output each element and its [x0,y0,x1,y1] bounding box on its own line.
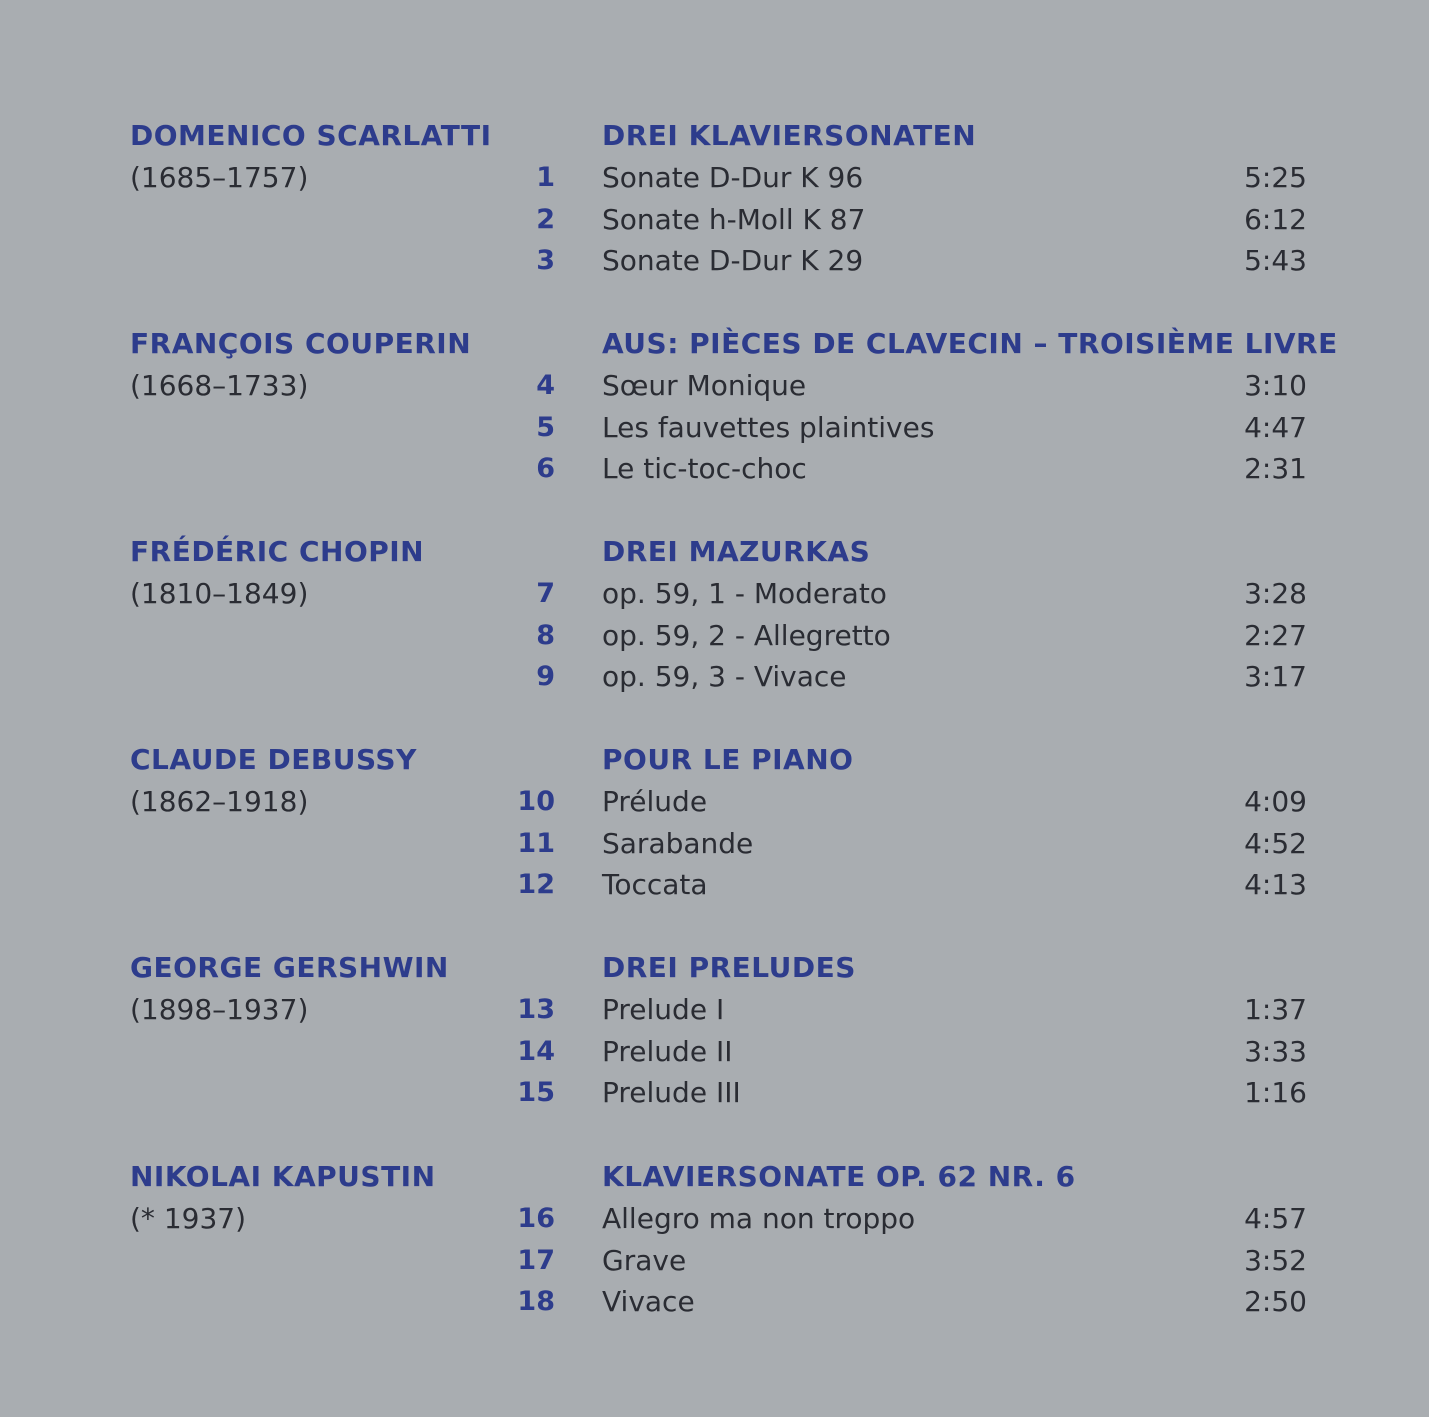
track-number: 14 [517,1036,555,1067]
track-title: Sarabande [602,827,754,860]
track-title: op. 59, 3 - Vivace [602,660,847,693]
track-title: Grave [602,1244,687,1277]
work-title: DREI KLAVIERSONATEN [602,119,977,152]
track-row [0,157,1429,199]
track-title: Les fauvettes plaintives [602,411,935,444]
track-duration: 2:27 [1244,619,1307,652]
composer-section [0,832,1429,1109]
track-number: 4 [536,370,555,401]
track-number: 6 [536,453,555,484]
track-row [0,1240,1429,1282]
track-title: op. 59, 2 - Allegretto [602,619,891,652]
track-number: 18 [517,1286,555,1317]
track-duration: 4:09 [1244,785,1307,818]
track-duration: 4:52 [1244,827,1307,860]
track-title: Sonate D-Dur K 96 [602,161,864,194]
track-number: 8 [536,620,555,651]
track-duration: 2:50 [1244,1285,1307,1318]
composer-name: GEORGE GERSHWIN [130,951,449,984]
track-title: Prelude I [602,993,725,1026]
track-duration: 6:12 [1244,203,1307,236]
track-duration: 1:16 [1244,1076,1307,1109]
composer-section [0,416,1429,693]
work-title: KLAVIERSONATE OP. 62 NR. 6 [602,1160,1076,1193]
track-duration: 3:10 [1244,369,1307,402]
work-title: POUR LE PIANO [602,743,854,776]
track-duration: 2:31 [1244,452,1307,485]
track-number: 16 [517,1203,555,1234]
composer-dates: (1685–1757) [130,161,309,194]
track-number: 13 [517,994,555,1025]
composer-name: NIKOLAI KAPUSTIN [130,1160,436,1193]
track-duration: 5:43 [1244,244,1307,277]
composer-name: DOMENICO SCARLATTI [130,119,492,152]
track-title: Toccata [602,868,708,901]
composer-dates: (* 1937) [130,1202,247,1235]
track-title: Sonate D-Dur K 29 [602,244,864,277]
track-row [0,1198,1429,1240]
composer-name: CLAUDE DEBUSSY [130,743,417,776]
track-title: op. 59, 1 - Moderato [602,577,887,610]
track-number: 3 [536,245,555,276]
track-number: 12 [517,869,555,900]
work-title: DREI MAZURKAS [602,535,871,568]
track-title: Sonate h-Moll K 87 [602,203,866,236]
track-row [0,989,1429,1031]
track-number: 7 [536,578,555,609]
track-duration: 5:25 [1244,161,1307,194]
composer-dates: (1898–1937) [130,993,309,1026]
track-duration: 4:57 [1244,1202,1307,1235]
track-duration: 4:13 [1244,868,1307,901]
track-number: 5 [536,412,555,443]
track-row [0,365,1429,407]
track-number: 2 [536,204,555,235]
track-title: Sœur Monique [602,369,807,402]
track-title: Prelude II [602,1035,733,1068]
track-title: Prelude III [602,1076,741,1109]
track-number: 11 [517,828,555,859]
track-number: 17 [517,1245,555,1276]
track-title: Le tic-toc-choc [602,452,807,485]
composer-section [0,624,1429,901]
composer-dates: (1810–1849) [130,577,309,610]
track-duration: 1:37 [1244,993,1307,1026]
composer-section [0,208,1429,485]
track-row [0,781,1429,823]
work-title: DREI PRELUDES [602,951,856,984]
track-duration: 3:28 [1244,577,1307,610]
track-title: Prélude [602,785,708,818]
work-title: AUS: PIÈCES DE CLAVECIN – TROISIÈME LIVRE [602,327,1338,360]
composer-section [0,1041,1429,1318]
track-row [0,1281,1429,1323]
composer-dates: (1668–1733) [130,369,309,402]
track-number: 1 [536,162,555,193]
track-duration: 3:17 [1244,660,1307,693]
composer-dates: (1862–1918) [130,785,309,818]
track-duration: 3:52 [1244,1244,1307,1277]
track-number: 10 [517,786,555,817]
composer-name: FRÉDÉRIC CHOPIN [130,535,425,568]
track-title: Allegro ma non troppo [602,1202,916,1235]
composer-name: FRANÇOIS COUPERIN [130,327,472,360]
track-row [0,573,1429,615]
track-duration: 4:47 [1244,411,1307,444]
track-title: Vivace [602,1285,695,1318]
track-duration: 3:33 [1244,1035,1307,1068]
composer-section [0,0,1429,277]
track-number: 15 [517,1077,555,1108]
track-number: 9 [536,661,555,692]
